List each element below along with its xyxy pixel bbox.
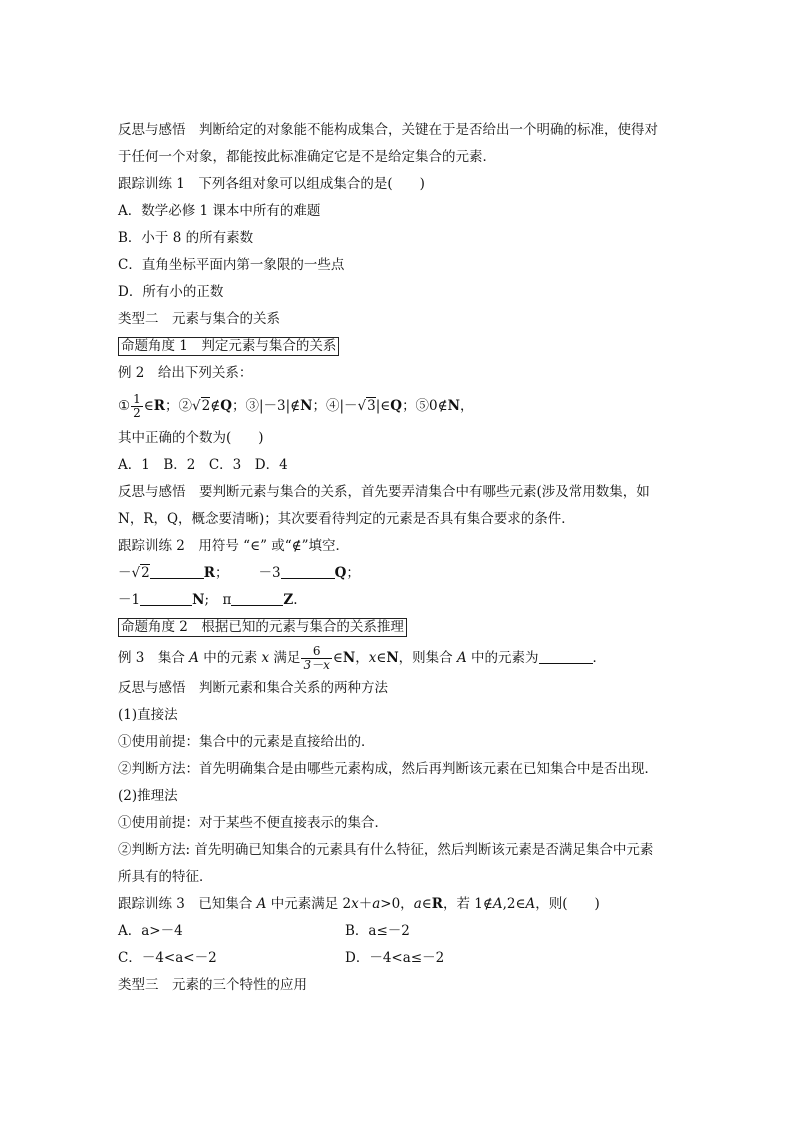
text-fragment: ，则( )	[535, 896, 600, 912]
number-minus-3: －3	[258, 565, 281, 581]
method-2-title: (2)推理法	[118, 788, 178, 804]
number-minus-1: －1	[118, 592, 141, 608]
separator-pi: ; π	[204, 592, 232, 608]
fraction-one-half	[131, 393, 143, 420]
fill-blank-line-2	[118, 587, 678, 614]
set-a: A	[525, 896, 536, 912]
relation-2-marker: ；②	[164, 398, 192, 414]
example-2-relations	[118, 387, 678, 425]
example-2-title: 例 2 给出下列关系：	[118, 365, 253, 381]
fraction-6-over-3-minus-x	[301, 645, 331, 672]
sqrt-2: √2	[131, 565, 150, 581]
set-r: R	[431, 896, 443, 912]
relation-3: ；③|－3|∉	[231, 398, 301, 414]
fraction-denominator: 3－x	[303, 658, 330, 672]
reflection-2-line-2: N，R，Q，概念要清晰)；其次要看待判定的元素是否具有集合要求的条件．	[118, 511, 575, 527]
set-q: Q	[334, 565, 347, 581]
fraction-numerator: 1	[133, 392, 141, 406]
answer-blank[interactable]	[539, 649, 593, 664]
tracking-exercise-1: 跟踪训练 1 下列各组对象可以组成集合的是( )	[118, 176, 425, 192]
relation-symbol: ∈	[332, 650, 343, 666]
sqrt-2: √2	[191, 398, 211, 414]
set-a: A	[189, 650, 199, 666]
option-d: D．－4<a≤－2	[345, 950, 445, 966]
relation-5: ；⑤0∉	[402, 398, 448, 414]
boxed-heading: 命题角度 1 判定元素与集合的关系	[118, 337, 339, 356]
exercise-3-options-row-1	[118, 918, 678, 945]
relation-symbol: ∉	[210, 398, 221, 414]
proposition-angle-2	[118, 614, 678, 641]
method-1-procedure: ②判断方法：首先明确集合是由哪些元素构成，然后再判断该元素在已知集合中是否出现．	[118, 761, 658, 777]
variable-a: a	[372, 896, 381, 912]
method-1-title: (1)直接法	[118, 707, 178, 723]
set-n: N	[192, 592, 205, 608]
option-c: C．－4<a<－2	[118, 950, 217, 966]
text-fragment: >0，	[380, 896, 414, 912]
text-fragment: ，则集合	[398, 650, 457, 666]
example-3	[118, 641, 678, 675]
exercise-3-options-row-2	[118, 945, 678, 972]
fill-blank-line-1	[118, 560, 678, 587]
set-z: Z	[283, 592, 294, 608]
answer-blank[interactable]	[150, 564, 204, 579]
punctuation: .	[293, 592, 298, 608]
set-n: N	[342, 650, 356, 666]
section-heading-type-2: 类型二 元素与集合的关系	[118, 311, 280, 327]
sqrt-3: √3	[357, 398, 376, 414]
separator: ；	[214, 565, 229, 581]
text-fragment: 中的元素为	[466, 650, 539, 666]
set-n: N	[447, 398, 460, 414]
variable-x: x	[368, 650, 377, 666]
punctuation: ．	[592, 650, 606, 666]
page-content	[118, 117, 678, 999]
text-fragment: ,2∈	[502, 896, 526, 912]
tracking-exercise-3	[118, 891, 678, 918]
set-a: A	[492, 896, 503, 912]
boxed-heading: 命题角度 2 根据已知的元素与集合的关系推理	[118, 618, 407, 637]
radicand: 2	[201, 398, 211, 414]
reflection-2-line-1: 反思与感悟 要判断元素与集合的关系，首先要弄清集合中有哪些元素(涉及常用数集，如	[118, 484, 650, 500]
answer-blank[interactable]	[281, 564, 335, 579]
set-q: Q	[390, 398, 403, 414]
relation-symbol: ∈	[376, 650, 387, 666]
set-r: R	[153, 398, 165, 414]
text-fragment: ＋	[358, 896, 373, 912]
radicand: 2	[141, 565, 150, 581]
method-1-premise: ①使用前提：集合中的元素是直接给出的．	[118, 734, 375, 750]
answer-blank[interactable]	[231, 591, 283, 606]
text-fragment: 满足	[269, 650, 301, 666]
variable-x: x	[351, 896, 359, 912]
text-fragment: ，	[355, 650, 369, 666]
option-c: C．直角坐标平面内第一象限的一些点	[118, 257, 345, 273]
set-q: Q	[220, 398, 232, 414]
text-fragment: 中的元素	[198, 650, 262, 666]
option-b: B．a≤－2	[345, 923, 410, 939]
minus-sign: －	[118, 565, 132, 581]
text-fragment: ∈	[421, 896, 432, 912]
example-2-options: A．1 B．2 C．3 D．4	[118, 457, 288, 473]
method-2-premise: ①使用前提：对于某些不便直接表示的集合．	[118, 815, 388, 831]
variable-x: x	[261, 650, 270, 666]
text-fragment: 跟踪训练 3 已知集合	[118, 896, 257, 912]
proposition-angle-1	[118, 333, 678, 360]
reflection-1-line-2: 于任何一个对象，都能按此标准确定它是不是给定集合的元素．	[118, 149, 496, 165]
set-a: A	[456, 650, 467, 666]
method-2-procedure-line-2: 所具有的特征．	[118, 869, 213, 885]
fraction-numerator: 6	[312, 644, 321, 658]
option-b: B．小于 8 的所有素数	[118, 230, 254, 246]
relation-symbol: |∈	[375, 398, 391, 414]
option-d: D．所有小的正数	[118, 284, 224, 300]
option-a: A．a>－4	[118, 923, 183, 939]
set-a: A	[256, 896, 267, 912]
separator: ；	[346, 565, 360, 581]
answer-blank[interactable]	[140, 591, 192, 606]
method-2-procedure-line-1: ②判断方法: 首先明确已知集合的元素具有什么特征，然后判断该元素是否满足集合中元素	[118, 842, 654, 858]
fraction-denominator: 2	[133, 406, 141, 420]
set-r: R	[203, 565, 215, 581]
section-heading-type-3: 类型三 元素的三个特性的应用	[118, 977, 307, 993]
relation-4-marker: ；④|－	[312, 398, 358, 414]
example-2-question: 其中正确的个数为( )	[118, 430, 264, 446]
text-fragment: 中元素满足 2	[266, 896, 352, 912]
reflection-1-line-1: 反思与感悟 判断给定的对象能不能构成集合，关键在于是否给出一个明确的标准，使得对	[118, 122, 658, 138]
variable-a: a	[413, 896, 422, 912]
relation-1-marker: ①	[118, 398, 131, 414]
set-n: N	[386, 650, 399, 666]
reflection-3-heading: 反思与感悟 判断元素和集合关系的两种方法	[118, 680, 388, 696]
relation-symbol: ∈	[143, 398, 154, 414]
tracking-exercise-2: 跟踪训练 2 用符号 “∈” 或“∉”填空．	[118, 538, 350, 554]
text-fragment: ，若 1∉	[442, 896, 493, 912]
punctuation: ，	[460, 398, 474, 414]
set-n: N	[300, 398, 313, 414]
radicand: 3	[367, 398, 376, 414]
option-a: A．数学必修 1 课本中所有的难题	[118, 203, 321, 219]
example-3-label: 例 3 集合	[118, 650, 190, 666]
